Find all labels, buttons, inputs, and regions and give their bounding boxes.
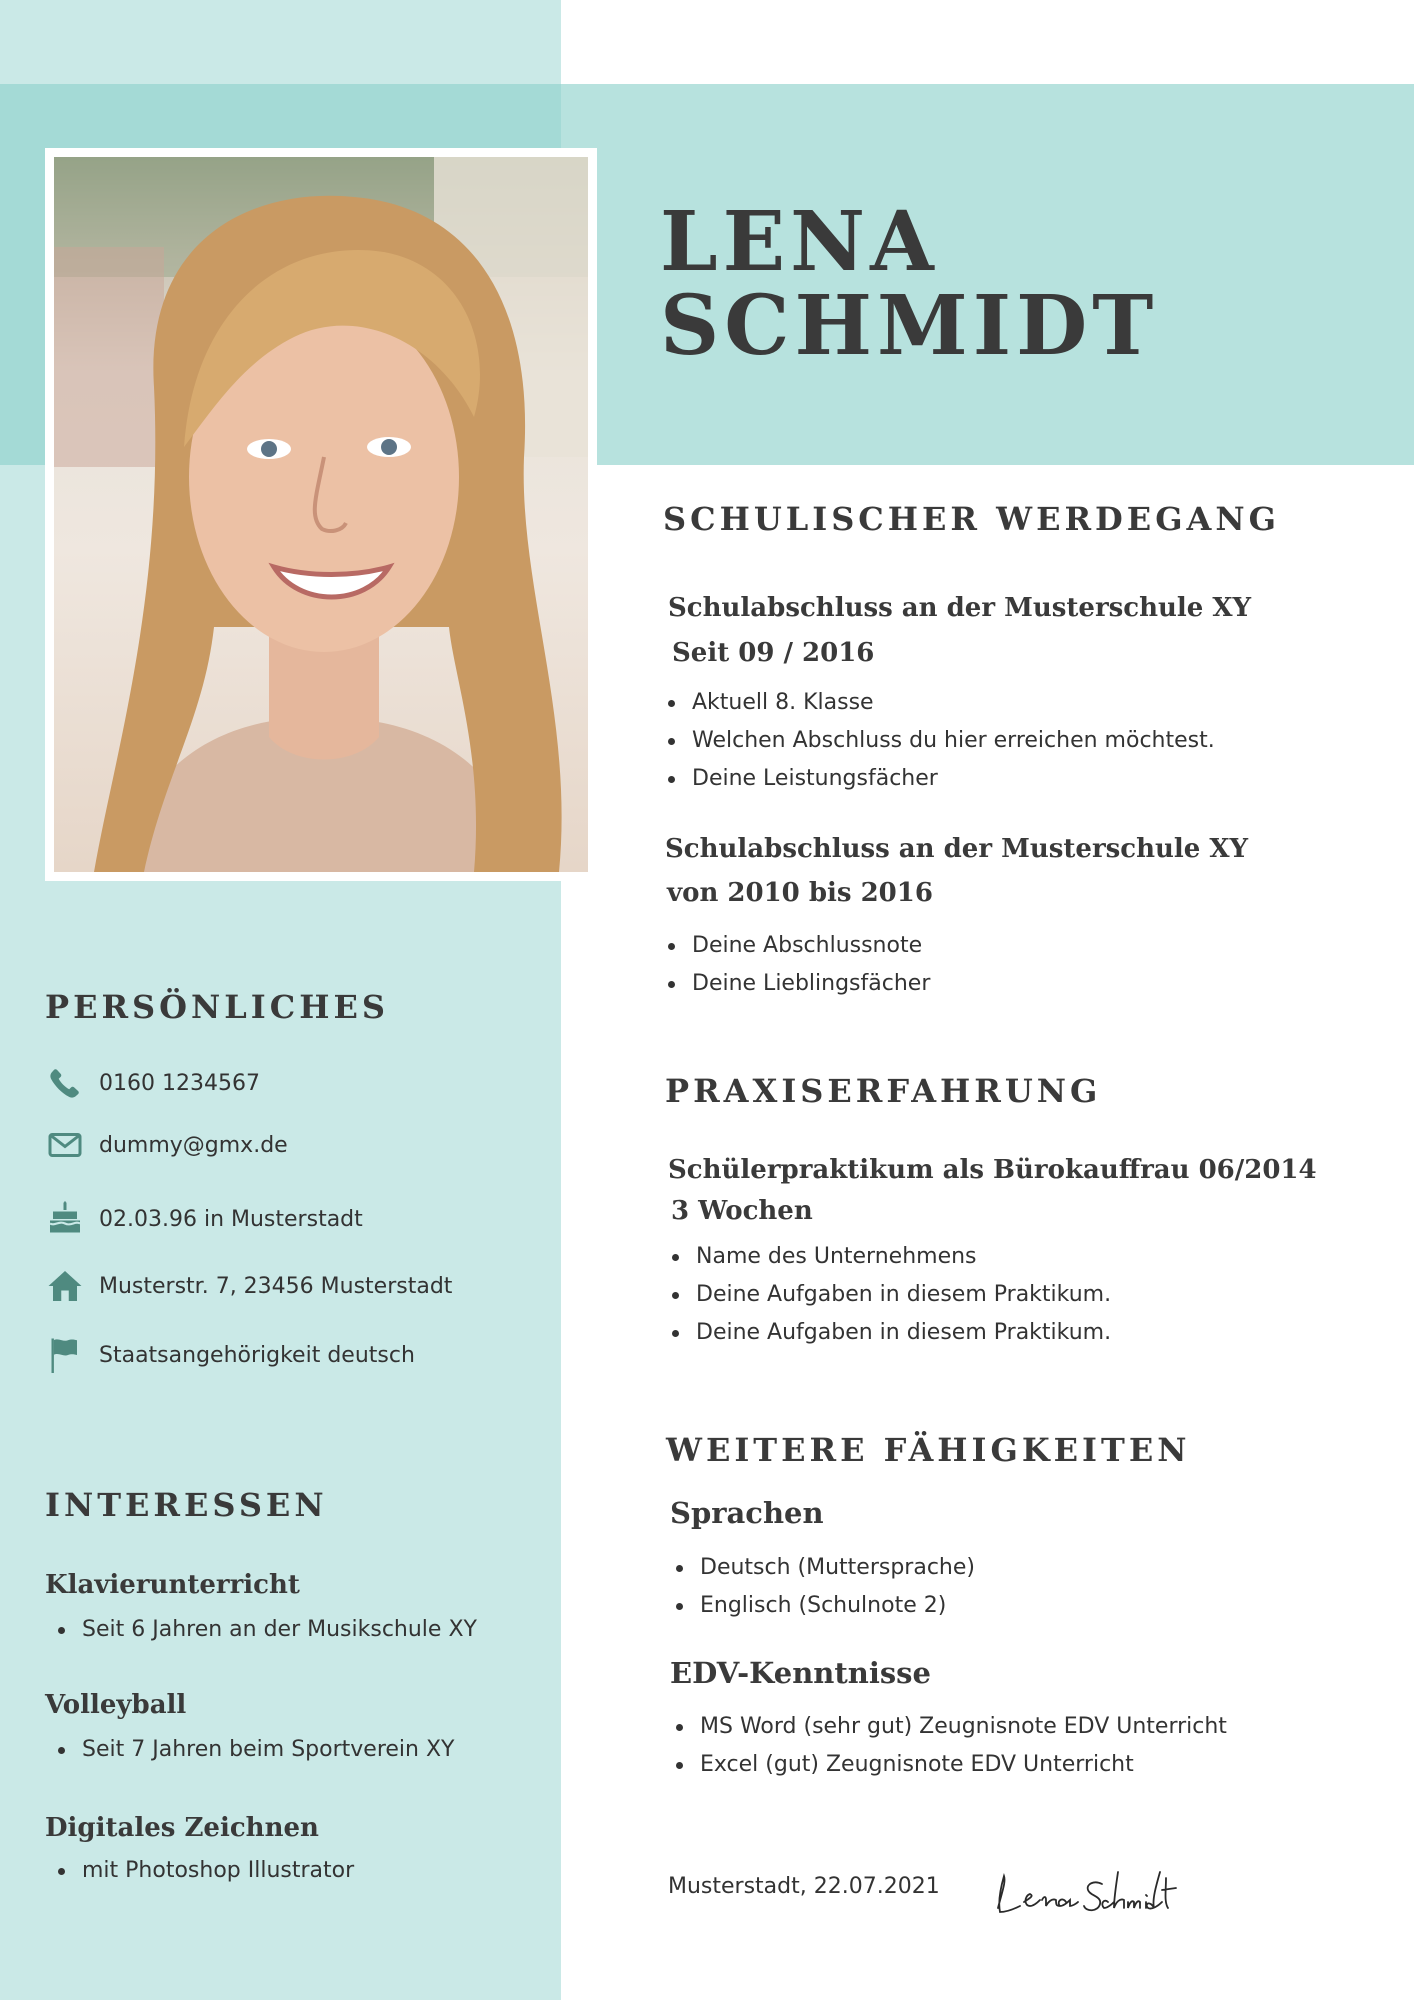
phone-number: 0160 1234567 [99, 1070, 260, 1096]
list-item: Seit 7 Jahren beim Sportverein XY [54, 1731, 454, 1769]
list-item: MS Word (sehr gut) Zeugnisnote EDV Unterricht [672, 1708, 1227, 1746]
list-item: Welchen Abschluss du hier erreichen möchtest. [664, 722, 1215, 760]
skills-edv-list [672, 1708, 1227, 1784]
skills-languages-title: Sprachen [670, 1496, 824, 1530]
list-item: Deine Lieblingsfächer [664, 965, 930, 1003]
list-item: Deine Aufgaben in diesem Praktikum. [668, 1314, 1111, 1352]
birthday-cake-icon [45, 1199, 85, 1239]
list-item: Name des Unternehmens [668, 1238, 1111, 1276]
list-item: Excel (gut) Zeugnisnote EDV Unterricht [672, 1746, 1227, 1784]
practice-entry-title: Schülerpraktikum als Bürokauffrau 06/2014 [668, 1155, 1317, 1185]
list-item: Seit 6 Jahren an der Musikschule XY [54, 1611, 477, 1649]
list-item: Deine Abschlussnote [664, 927, 930, 965]
profile-photo [54, 157, 588, 872]
personal-heading: PERSÖNLICHES [45, 988, 389, 1026]
practice-entry-list [668, 1238, 1111, 1352]
skills-edv-title: EDV-Kenntnisse [670, 1656, 931, 1690]
interest-2-title: Volleyball [45, 1690, 187, 1720]
list-item: mit Photoshop Illustrator [54, 1852, 354, 1890]
list-item: Deutsch (Muttersprache) [672, 1549, 975, 1587]
schooling-entry-1-title: Schulabschluss an der Musterschule XY [668, 593, 1252, 623]
practice-entry-period: 3 Wochen [671, 1196, 813, 1226]
phone-icon [45, 1063, 85, 1103]
interest-1-title: Klavierunterricht [45, 1570, 300, 1600]
list-item: Englisch (Schulnote 2) [672, 1587, 975, 1625]
schooling-entry-2-period: von 2010 bis 2016 [667, 878, 933, 908]
schooling-entry-2-title: Schulabschluss an der Musterschule XY [665, 834, 1249, 864]
mail-icon [45, 1125, 85, 1165]
portrait-photo [54, 157, 588, 872]
schooling-entry-1-period: Seit 09 / 2016 [672, 638, 875, 668]
place-and-date: Musterstadt, 22.07.2021 [668, 1874, 940, 1899]
first-name: LENA [660, 194, 939, 290]
email-address: dummy@gmx.de [99, 1132, 288, 1158]
list-item: Aktuell 8. Klasse [664, 684, 1215, 722]
birth-info: 02.03.96 in Musterstadt [99, 1206, 363, 1232]
interest-3-title: Digitales Zeichnen [45, 1813, 319, 1843]
interest-2-list [54, 1731, 454, 1769]
schooling-entry-2-list [664, 927, 930, 1003]
contact-email [45, 1125, 288, 1165]
contact-birthdate [45, 1199, 363, 1239]
skills-heading: WEITERE FÄHIGKEITEN [666, 1431, 1191, 1469]
street-address: Musterstr. 7, 23456 Musterstadt [99, 1273, 453, 1299]
handwritten-signature [990, 1862, 1200, 1926]
last-name: SCHMIDT [660, 278, 1159, 374]
contact-nationality [45, 1335, 415, 1375]
schooling-entry-1-list [664, 684, 1215, 798]
contact-address [45, 1266, 453, 1306]
contact-phone [45, 1063, 260, 1103]
nationality: Staatsangehörigkeit deutsch [99, 1342, 415, 1368]
full-name [660, 194, 1159, 374]
home-icon [45, 1266, 85, 1306]
interest-3-list [54, 1852, 354, 1890]
schooling-heading: SCHULISCHER WERDEGANG [663, 500, 1280, 538]
practice-heading: PRAXISERFAHRUNG [665, 1072, 1102, 1110]
profile-photo-frame [45, 148, 597, 881]
skills-languages-list [672, 1549, 975, 1625]
interests-heading: INTERESSEN [45, 1486, 328, 1524]
list-item: Deine Aufgaben in diesem Praktikum. [668, 1276, 1111, 1314]
flag-icon [45, 1335, 85, 1375]
list-item: Deine Leistungsfächer [664, 760, 1215, 798]
interest-1-list [54, 1611, 477, 1649]
